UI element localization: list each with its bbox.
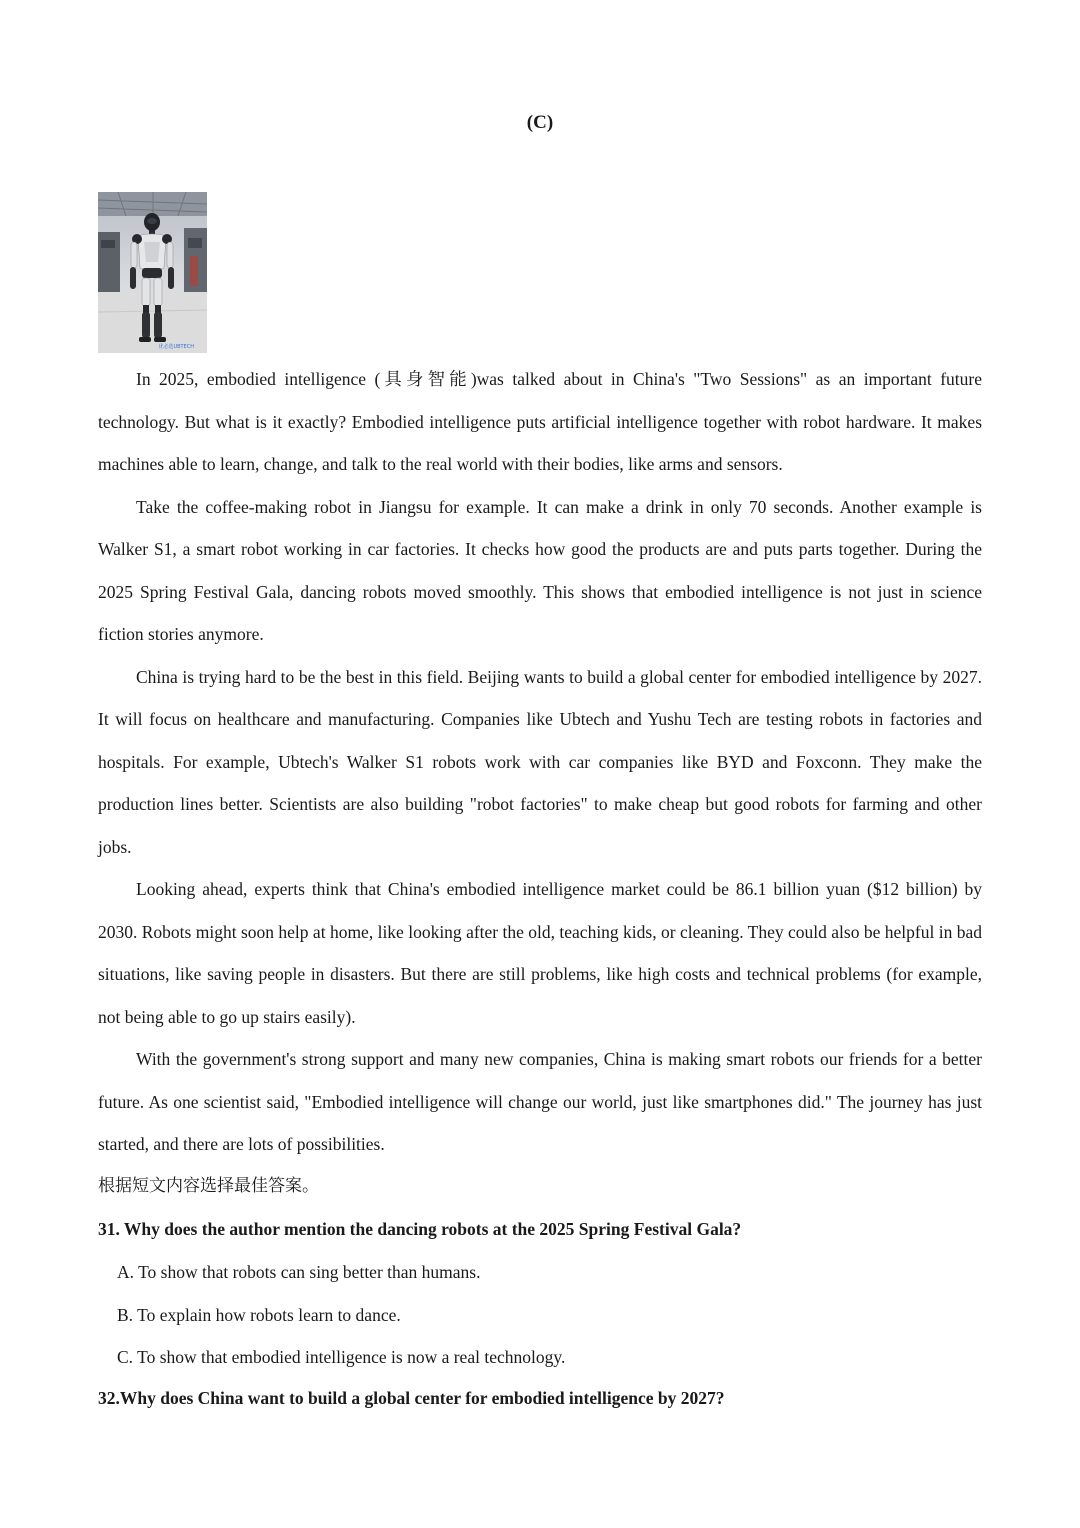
- option-b: B. To explain how robots learn to dance.: [117, 1304, 401, 1325]
- question-32: 32.Why does China want to build a global center for embodied intelligence by 2027?: [98, 1388, 725, 1408]
- paragraph-4: Looking ahead, experts think that China's embodied intelligence market could be 86.1 billion yuan ($12 billion) by 2030. Robots might soon help at home, like looking after the old, teaching kids, or cleaning. They could also be helpful in bad situations, like saving people in disasters. But there are still problems, like high costs and technical problems (for example, not being able to go up stairs easily).: [98, 879, 982, 1027]
- section-label: (C): [526, 112, 554, 133]
- paragraph-3: China is trying hard to be the best in this field. Beijing wants to build a global center for embodied intelligence by 2027. It will focus on healthcare and manufacturing. Companies like Ubtech and Yushu Tech are testing robots in factories and hospitals. For example, Ubtech's Walker S1 robots work with car companies like BYD and Foxconn. They make the production lines better. Scientists are also building "robot factories" to make cheap but good robots for farming and other jobs.: [98, 666, 982, 857]
- robot-photo: [98, 192, 207, 353]
- instruction-text: 根据短文内容选择最佳答案。: [98, 1176, 319, 1196]
- option-c: C. To show that embodied intelligence is now a real technology.: [117, 1347, 566, 1367]
- paragraph-2: Take the coffee-making robot in Jiangsu for example. It can make a drink in only 70 seconds. Another example is Walker S1, a smart robot working in car factories. It checks how good the products are and puts parts together. During the 2025 Spring Festival Gala, dancing robots moved smoothly. This shows that embodied intelligence is not just in science fiction stories anymore.: [98, 496, 982, 644]
- paragraph-5: With the government's strong support and many new companies, China is making smart robots our friends for a better future. As one scientist said, "Embodied intelligence will change our world, just like smartphones did." The journey has just started, and there are lots of possibilities.: [98, 1049, 982, 1154]
- watermark-text: 优必选UBTECH: [158, 344, 194, 350]
- question-31-options: [117, 1251, 565, 1379]
- paragraph-1: In 2025, embodied intelligence (具身智能)was talked about in China's "Two Sessions" as an important future technology. But what is it exactly? Embodied intelligence puts artificial intelligence together with robot hardware. It makes machines able to learn, change, and talk to the real world with their bodies, like arms and sensors.: [98, 369, 982, 474]
- question-31: 31. Why does the author mention the dancing robots at the 2025 Spring Festival Gala?: [98, 1219, 742, 1239]
- reading-passage: [98, 358, 982, 1166]
- option-a: A. To show that robots can sing better than humans.: [117, 1262, 481, 1282]
